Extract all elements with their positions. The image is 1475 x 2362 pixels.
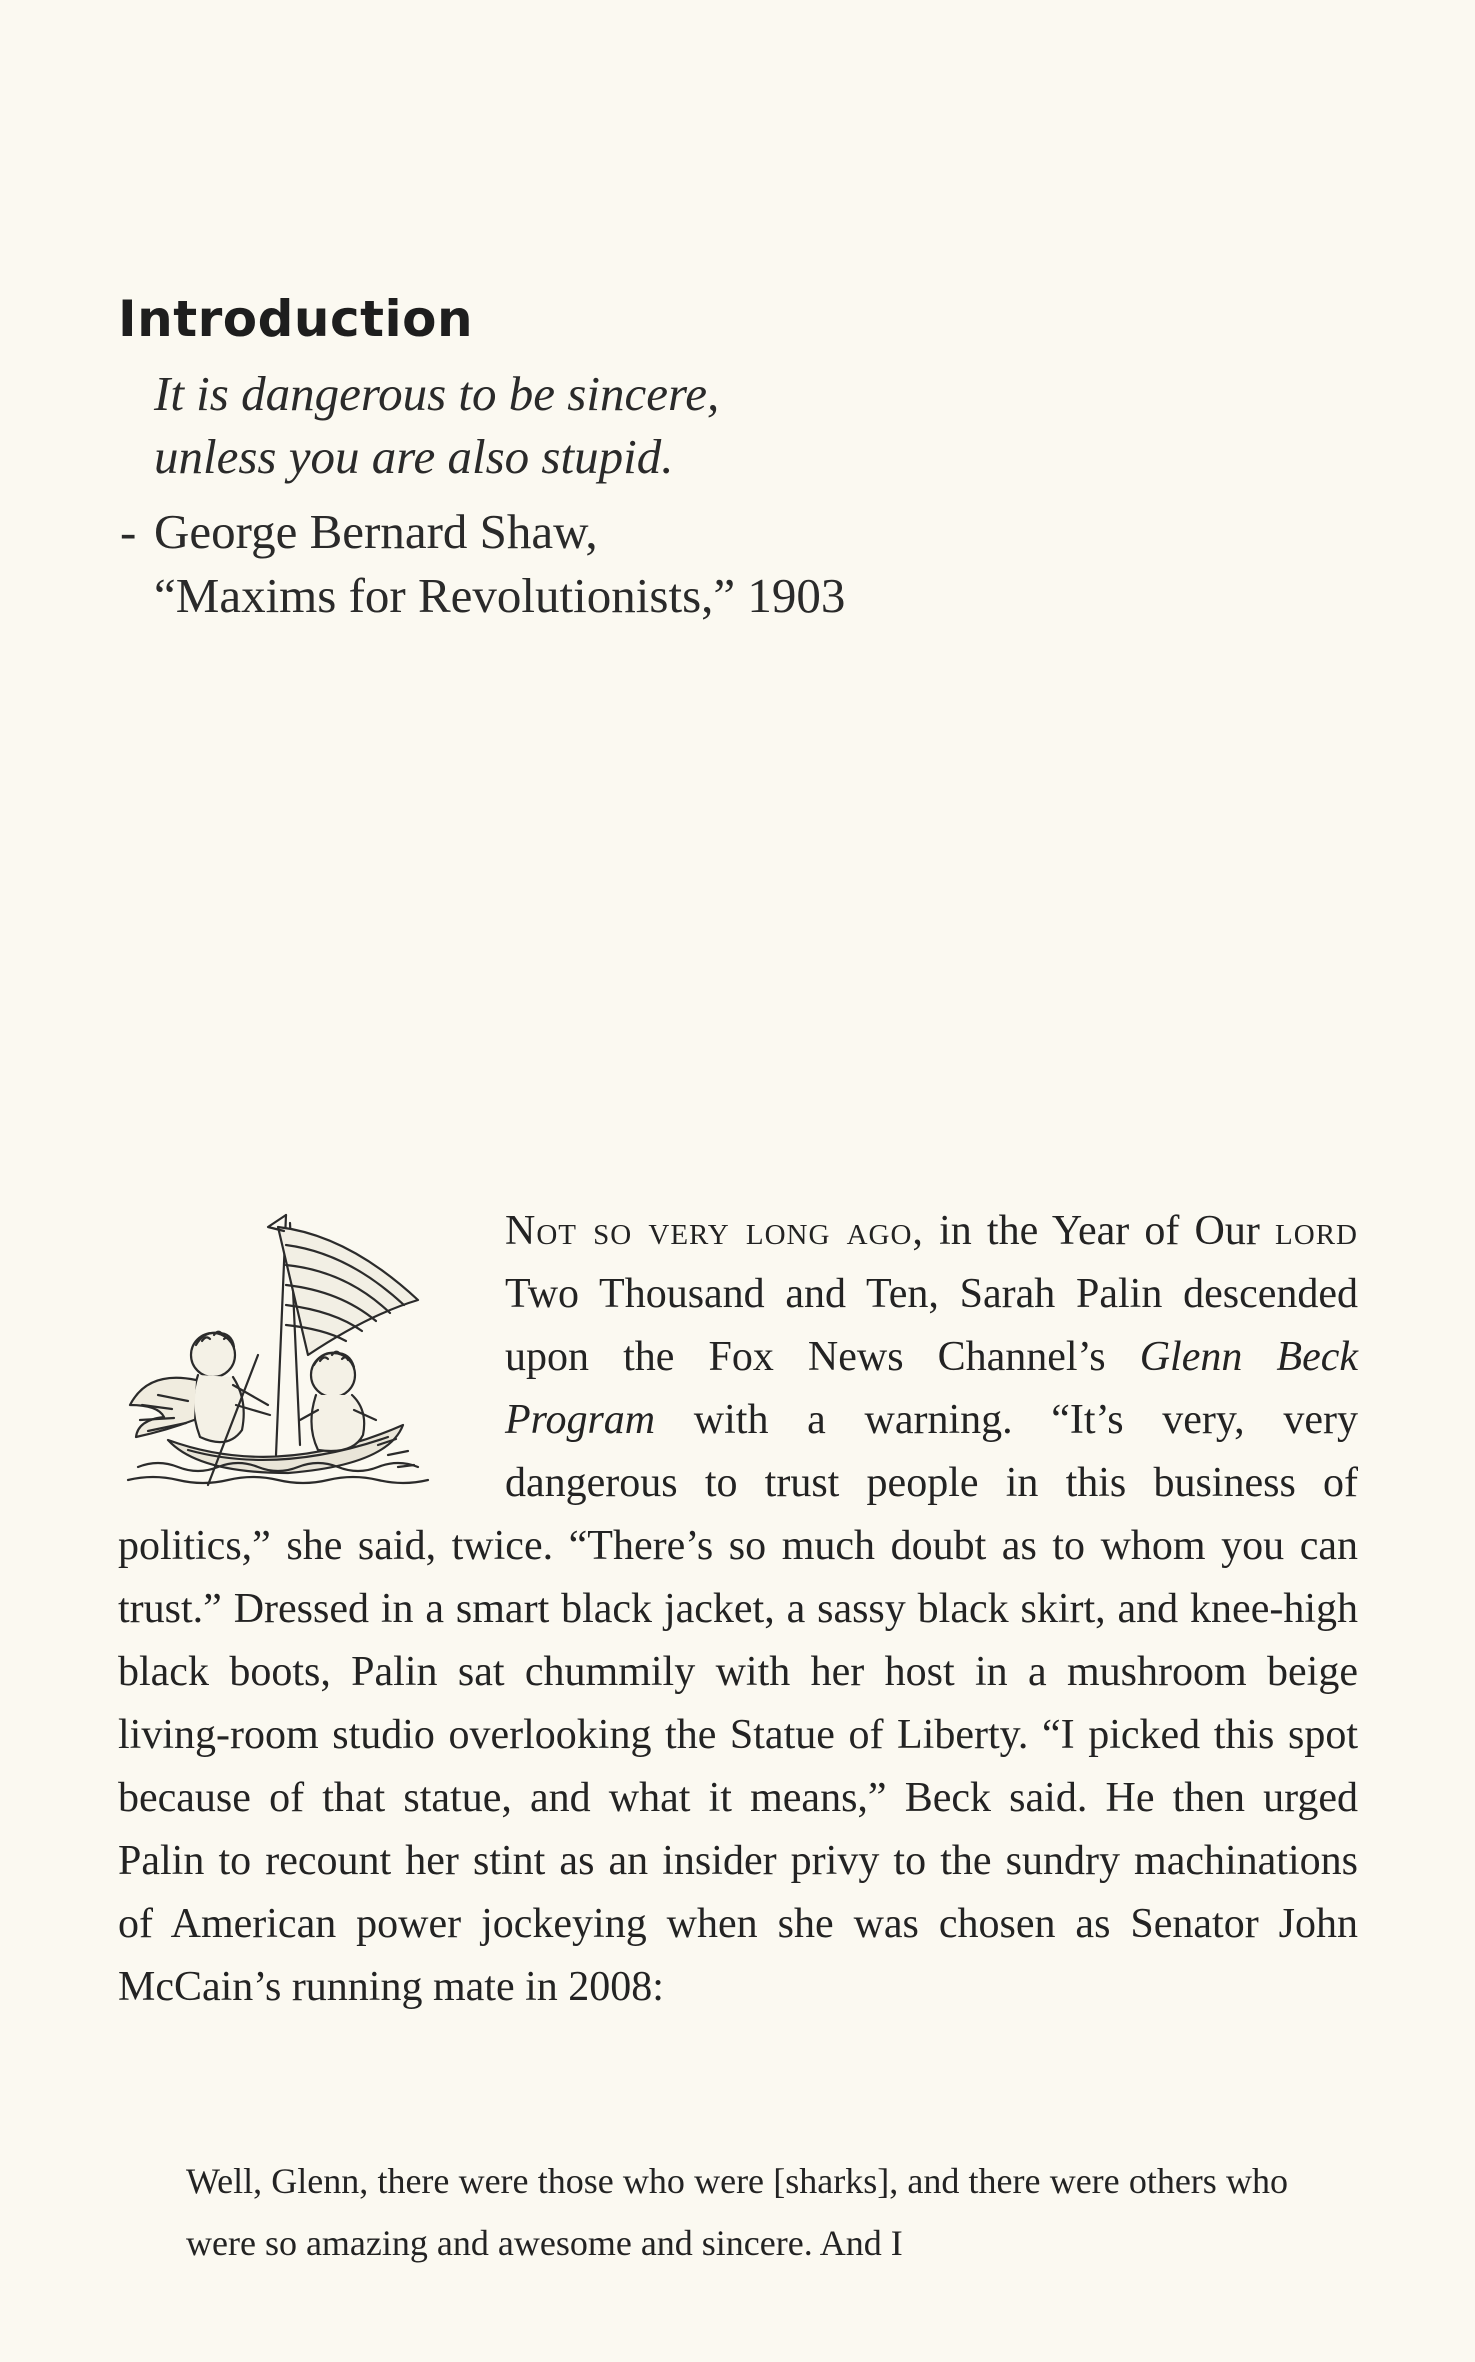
attribution-work: “Maxims for Revolutionists,” 1903 bbox=[154, 568, 846, 623]
lord-smallcaps: lord bbox=[1275, 1208, 1358, 1254]
attribution-author: George Bernard Shaw, bbox=[154, 504, 598, 559]
attribution-dash: - bbox=[120, 504, 137, 559]
block-quote: Well, Glenn, there were those who were [sharks], and there were others who were so amazing and awesome and sincere. And I bbox=[186, 2161, 1288, 2263]
program-title: Glenn Beck Program bbox=[505, 1334, 1358, 1443]
epigraph-line-1: It is dangerous to be sincere, bbox=[154, 366, 720, 421]
epigraph bbox=[120, 362, 1154, 628]
epigraph-line-2: unless you are also stupid. bbox=[154, 429, 674, 484]
ornament-space bbox=[118, 1200, 505, 1505]
epigraph-attribution bbox=[120, 500, 1154, 628]
body-text-2: Two Thousand and Ten, Sarah Palin descended upon the Fox News Channel’s bbox=[505, 1271, 1358, 1380]
chapter-heading: Introduction bbox=[118, 290, 474, 348]
body-text-3: with a warning. “It’s very, very dangerous to trust people in this business of politics,” she said, twice. “There’s so much doubt as to whom you can trust.” Dressed in a smart black jacket, a sassy black skirt, and knee-high black boots, Palin sat chummily with her host in a mushroom beige living-room studio overlooking the Statue of Liberty. “I picked this spot because of that statue, and what it means,” Beck said. He then urged Palin to recount her stint as an insider privy to the sundry machinations of American power jockeying when she was chosen as Senator John McCain’s running mate in 2008: bbox=[118, 1397, 1358, 2010]
body-paragraph bbox=[118, 1200, 1358, 2019]
body-text-1: in the Year of Our bbox=[923, 1208, 1276, 1254]
lead-smallcaps: Not so very long ago, bbox=[505, 1208, 924, 1254]
